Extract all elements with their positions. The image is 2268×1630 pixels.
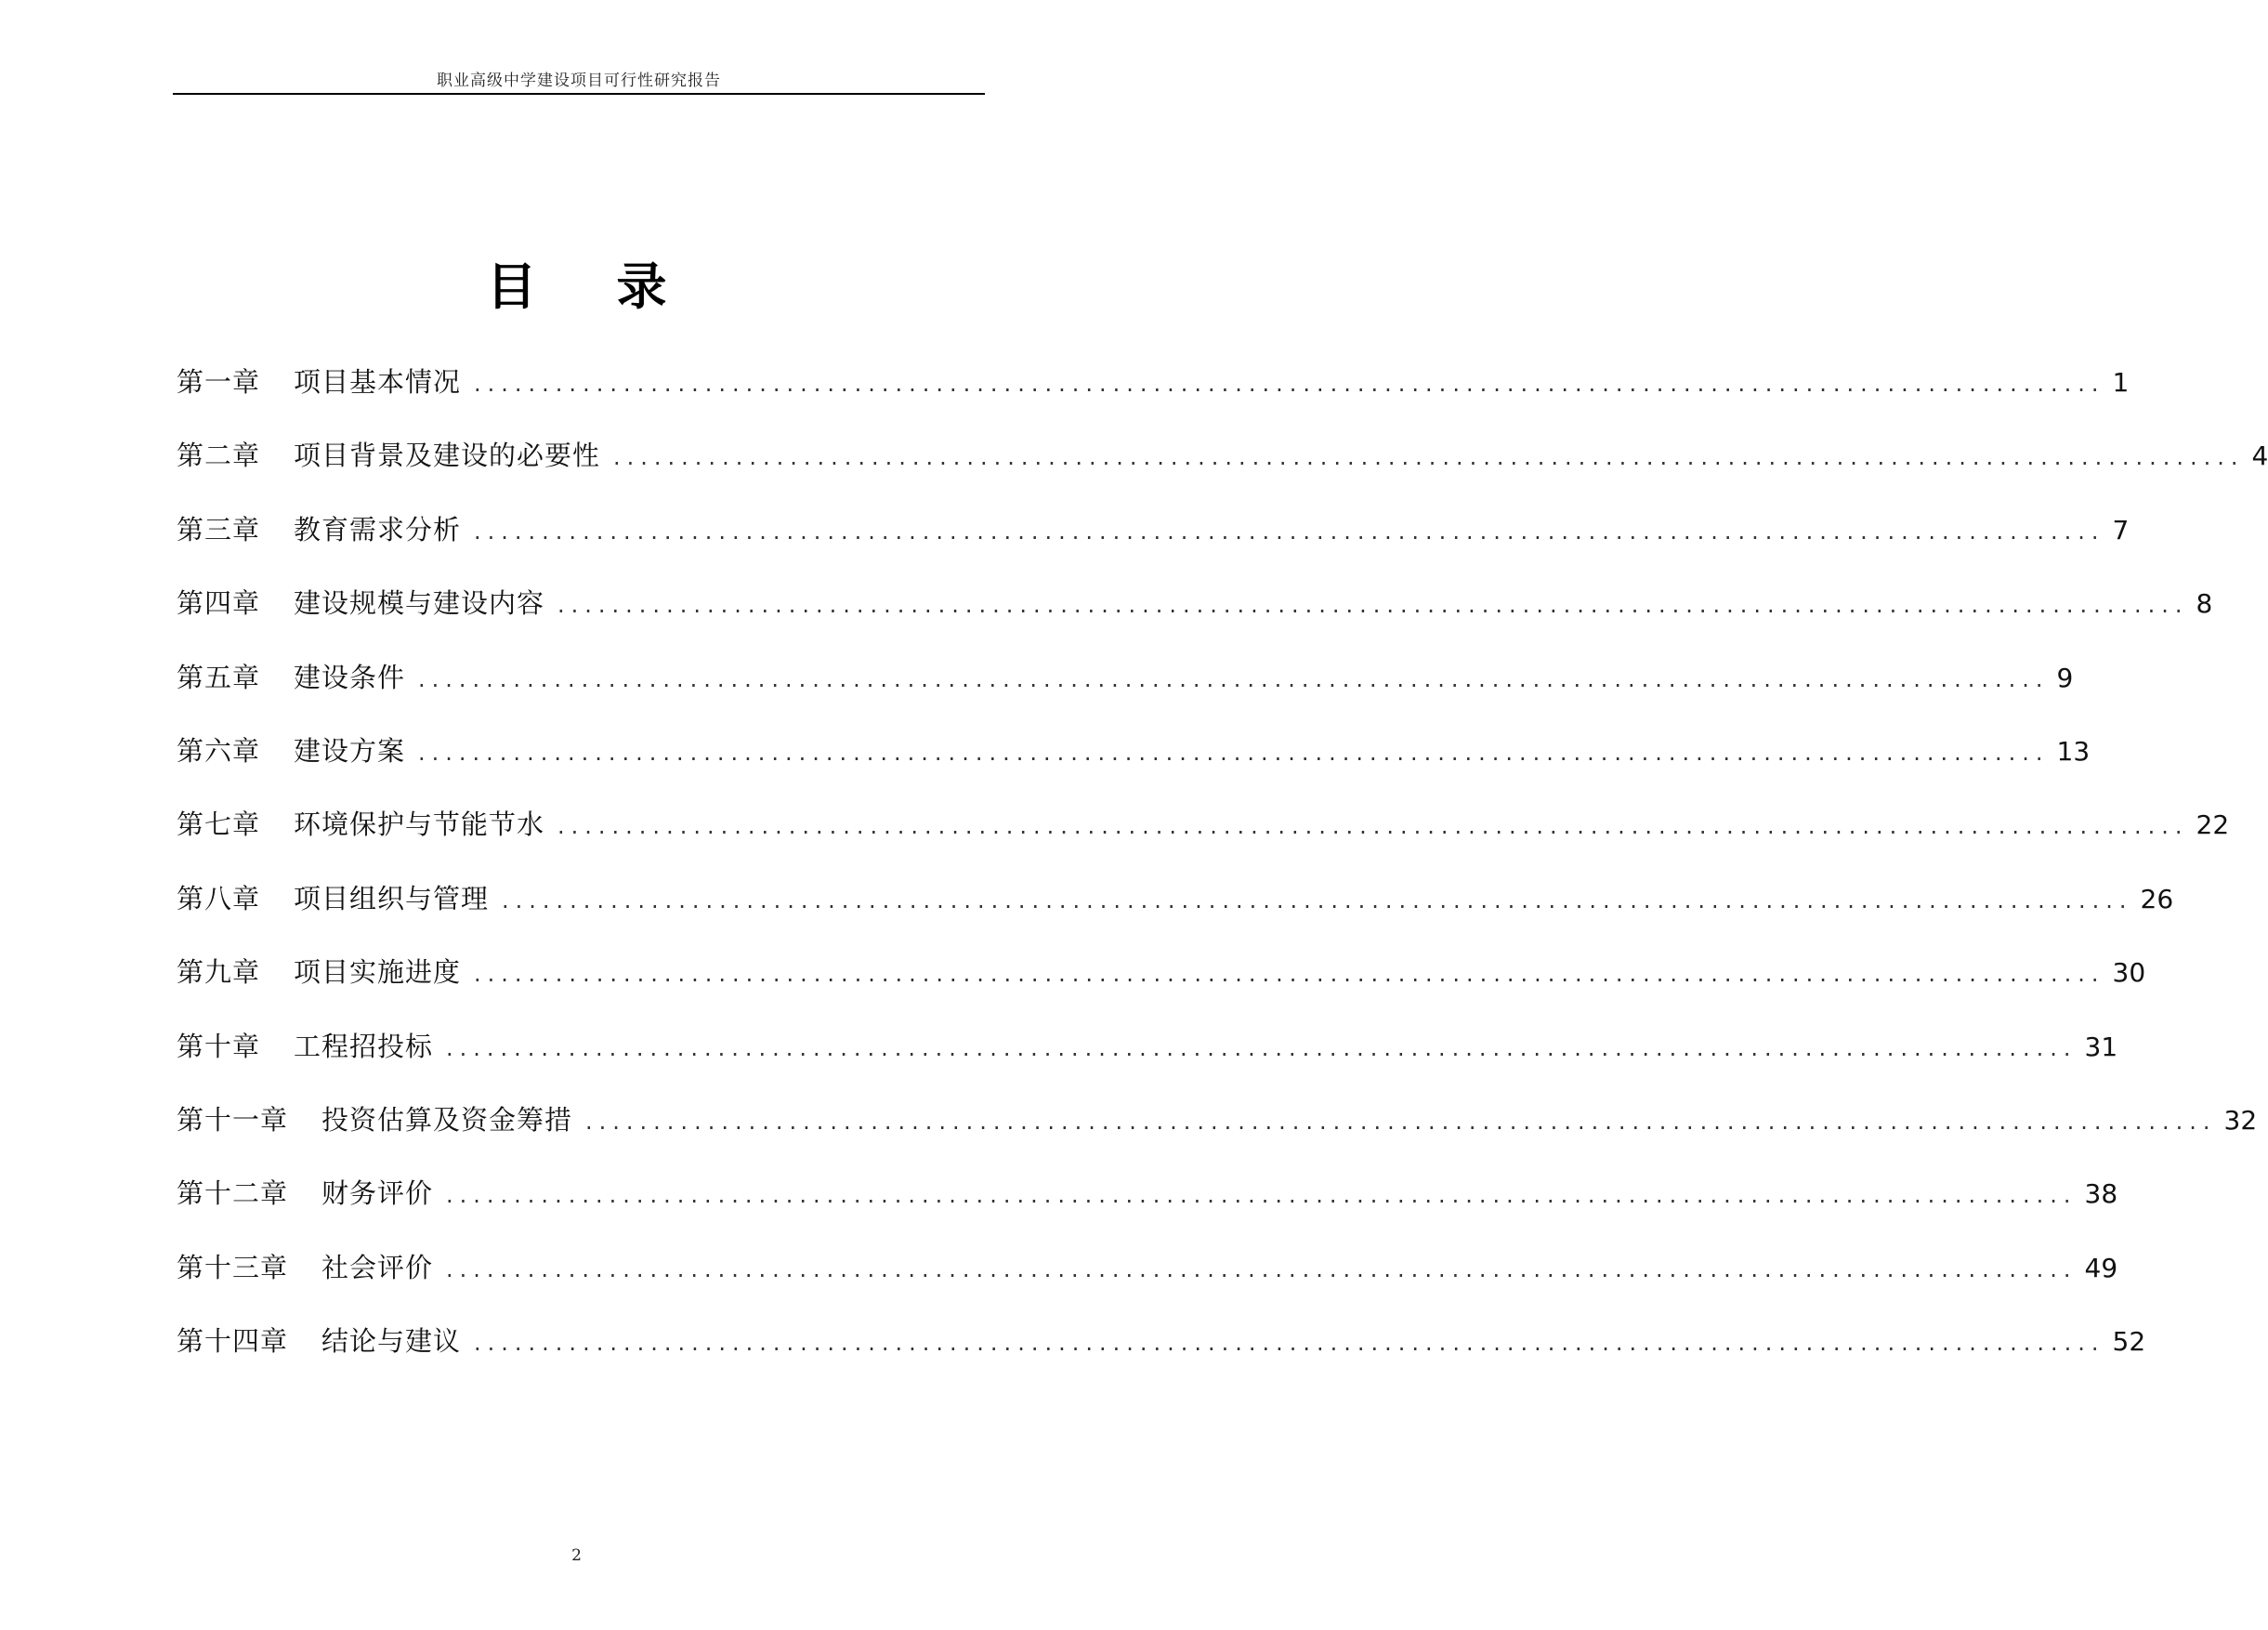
dot-leader: ........................................................................................................................ [474,518,2105,545]
toc-entry-title: 项目实施进度 [294,956,462,989]
toc-page-number: 49 [2084,1252,2118,1283]
toc-page-number: 38 [2084,1178,2118,1210]
toc-page-number: 52 [2112,1326,2146,1358]
page-number: 2 [571,1546,582,1565]
toc-entry[interactable] [177,1010,2118,1084]
toc-page-number: 1 [2112,367,2130,398]
dot-leader: ........................................................................................................................ [446,1182,2078,1209]
dot-leader: ........................................................................................................................ [585,1108,2217,1135]
toc-page-number: 31 [2084,1031,2118,1062]
toc-chapter-label: 第二章 [177,440,261,472]
toc-entry[interactable] [177,1084,2258,1157]
toc-entry[interactable] [177,567,2213,640]
dot-leader: ........................................................................................................................ [613,444,2245,471]
toc-entry-title: 环境保护与节能节水 [294,808,545,841]
toc-entry[interactable] [177,493,2130,567]
toc-entry-title: 财务评价 [321,1177,434,1210]
toc-title-char-1: 目 [486,257,537,316]
toc-chapter-label: 第十一章 [177,1103,289,1136]
toc-page-number: 9 [2056,662,2074,693]
toc-page-number: 4 [2251,440,2268,472]
toc-entry[interactable] [177,641,2074,715]
dot-leader: ........................................................................................................................ [474,371,2105,397]
toc-entry[interactable] [177,715,2091,788]
toc-chapter-label: 第六章 [177,734,261,767]
dot-leader: ........................................................................................................................ [418,665,2050,692]
toc-chapter-label: 第十三章 [177,1251,289,1283]
toc-chapter-label: 第十章 [177,1030,261,1062]
toc-entry[interactable] [177,1305,2146,1378]
toc-chapter-label: 第九章 [177,956,261,989]
toc-entry-title: 建设条件 [294,661,406,693]
toc-chapter-label: 第三章 [177,513,261,546]
toc-entry-title: 建设规模与建设内容 [294,587,545,620]
toc-entry[interactable] [177,862,2174,936]
toc-chapter-label: 第七章 [177,808,261,841]
toc-page-number: 22 [2196,809,2230,841]
toc-chapter-label: 第四章 [177,587,261,620]
toc-entry[interactable] [177,936,2146,1009]
running-header: 职业高级中学建设项目可行性研究报告 [437,72,721,90]
toc-chapter-label: 第十四章 [177,1325,289,1358]
dot-leader: ........................................................................................................................ [502,887,2133,914]
table-of-contents [177,346,2268,1378]
toc-entry-title: 教育需求分析 [294,513,462,546]
dot-leader: ........................................................................................................................ [557,592,2189,619]
toc-entry-title: 建设方案 [294,734,406,767]
toc-entry[interactable] [177,1157,2118,1230]
toc-chapter-label: 第五章 [177,661,261,693]
toc-entry-title: 投资估算及资金筹措 [321,1103,573,1136]
toc-page-number: 30 [2112,957,2146,989]
dot-leader: ........................................................................................................................ [474,1330,2105,1357]
toc-entry-title: 项目背景及建设的必要性 [294,440,601,472]
header-rule [173,93,985,95]
toc-entry-title: 工程招投标 [294,1030,434,1062]
toc-page-number: 13 [2056,735,2091,767]
dot-leader: ........................................................................................................................ [446,1255,2078,1282]
toc-page-number: 32 [2223,1104,2258,1136]
toc-page-number: 7 [2112,514,2130,546]
dot-leader: ........................................................................................................................ [446,1034,2078,1061]
toc-entry-title: 社会评价 [321,1251,434,1283]
toc-entry[interactable] [177,419,2268,493]
dot-leader: ........................................................................................................................ [474,961,2105,988]
toc-chapter-label: 第八章 [177,882,261,914]
toc-page-number: 26 [2140,883,2174,914]
dot-leader: ........................................................................................................................ [557,813,2189,840]
toc-chapter-label: 第一章 [177,366,261,398]
toc-entry-title: 项目基本情况 [294,366,462,398]
toc-entry-title: 结论与建议 [321,1325,462,1358]
toc-page-number: 8 [2196,588,2213,620]
toc-title [0,255,1153,320]
toc-entry-title: 项目组织与管理 [294,882,490,914]
dot-leader: ........................................................................................................................ [418,739,2050,766]
toc-entry[interactable] [177,1231,2118,1305]
toc-title-char-2: 录 [616,257,667,316]
toc-chapter-label: 第十二章 [177,1177,289,1210]
toc-entry[interactable] [177,346,2130,419]
toc-entry[interactable] [177,788,2230,861]
